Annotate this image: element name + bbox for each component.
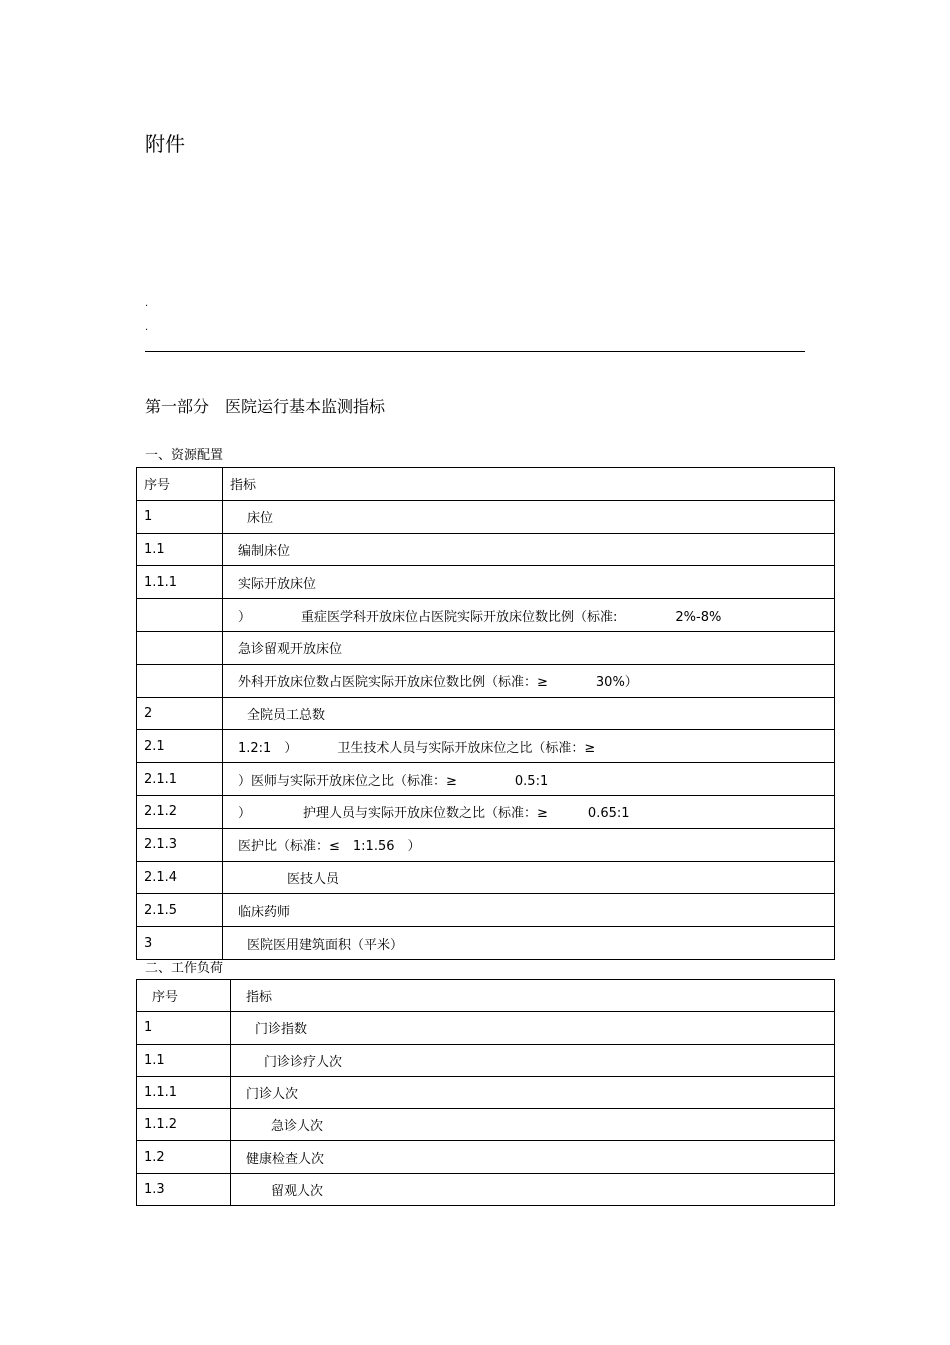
part-number: 第一部分 bbox=[145, 397, 210, 416]
table-row bbox=[137, 1044, 835, 1076]
row-no: 1.2 bbox=[137, 1141, 231, 1173]
row-text: 卫生技术人员与实际开放床位之比（标准：≥ bbox=[337, 740, 596, 756]
table-row bbox=[137, 1109, 835, 1141]
table-header-row bbox=[137, 468, 835, 501]
row-indicator: 医护比（标准：≤ 1:1.56 ） bbox=[223, 828, 835, 861]
horizontal-rule bbox=[145, 351, 805, 352]
table-header-row bbox=[137, 980, 835, 1012]
row-indicator: 医院医用建筑面积（平米） bbox=[223, 927, 835, 960]
row-no bbox=[137, 631, 223, 664]
table-row bbox=[137, 763, 835, 796]
row-no: 2.1.3 bbox=[137, 828, 223, 861]
row-indicator: 实际开放床位 bbox=[223, 566, 835, 599]
table-row bbox=[137, 533, 835, 566]
resource-indicator-table bbox=[136, 467, 835, 960]
row-indicator: 门诊诊疗人次 bbox=[231, 1044, 835, 1076]
part-name: 医院运行基本监测指标 bbox=[225, 397, 386, 416]
table-row bbox=[137, 795, 835, 828]
row-standard-value: 2%-8% bbox=[675, 609, 722, 625]
table-row bbox=[137, 500, 835, 533]
row-prefix: ） bbox=[238, 806, 252, 822]
section-title-resources: 一、资源配置 bbox=[145, 448, 224, 463]
row-indicator: 门诊指数 bbox=[231, 1012, 835, 1044]
row-no: 1 bbox=[137, 1012, 231, 1044]
row-text: 外科开放床位数占医院实际开放床位数比例（标准：≥ bbox=[238, 675, 548, 691]
header-no: 序号 bbox=[137, 980, 231, 1012]
row-indicator: 留观人次 bbox=[231, 1173, 835, 1205]
row-prefix: 1.2:1 ） bbox=[238, 740, 298, 756]
row-no bbox=[137, 664, 223, 697]
row-prefix: ） bbox=[238, 609, 252, 625]
table-row bbox=[137, 1173, 835, 1205]
row-indicator: 健康检查人次 bbox=[231, 1141, 835, 1173]
row-no: 1.1.2 bbox=[137, 1109, 231, 1141]
row-text: ）医师与实际开放床位之比（标准：≥ bbox=[238, 773, 457, 789]
part-title bbox=[145, 394, 401, 417]
row-no: 1.1.1 bbox=[137, 566, 223, 599]
row-indicator bbox=[223, 664, 835, 697]
row-no: 2.1 bbox=[137, 730, 223, 763]
row-indicator bbox=[223, 730, 835, 763]
row-no: 2 bbox=[137, 697, 223, 730]
table-row bbox=[137, 697, 835, 730]
row-no: 1.1 bbox=[137, 533, 223, 566]
attachment-title: 附件 bbox=[145, 132, 185, 156]
table-row bbox=[137, 566, 835, 599]
row-no: 2.1.5 bbox=[137, 894, 223, 927]
row-no: 2.1.1 bbox=[137, 763, 223, 796]
row-indicator bbox=[223, 763, 835, 796]
table-row bbox=[137, 1012, 835, 1044]
table-row bbox=[137, 599, 835, 632]
row-standard-value: 0.65:1 bbox=[587, 806, 630, 822]
row-no: 1.3 bbox=[137, 1173, 231, 1205]
workload-indicator-table bbox=[136, 979, 835, 1206]
table-row bbox=[137, 730, 835, 763]
row-text: 重症医学科开放床位占医院实际开放床位数比例（标准: bbox=[301, 609, 618, 625]
row-indicator: 门诊人次 bbox=[231, 1076, 835, 1108]
header-indicator: 指标 bbox=[223, 468, 835, 501]
row-text: 护理人员与实际开放床位数之比（标准：≥ bbox=[303, 806, 548, 822]
header-indicator: 指标 bbox=[231, 980, 835, 1012]
row-indicator: 编制床位 bbox=[223, 533, 835, 566]
row-indicator: 医技人员 bbox=[223, 861, 835, 894]
row-no: 2.1.2 bbox=[137, 795, 223, 828]
row-no bbox=[137, 599, 223, 632]
table-row bbox=[137, 1141, 835, 1173]
row-indicator bbox=[223, 599, 835, 632]
table-row bbox=[137, 1076, 835, 1108]
header-no: 序号 bbox=[137, 468, 223, 501]
table-row bbox=[137, 631, 835, 664]
marker-dot: . bbox=[145, 298, 149, 309]
row-indicator: 急诊人次 bbox=[231, 1109, 835, 1141]
row-no: 1 bbox=[137, 500, 223, 533]
row-standard-value: 0.5:1 bbox=[514, 773, 549, 789]
row-no: 1.1 bbox=[137, 1044, 231, 1076]
row-standard-value: 30%） bbox=[595, 675, 638, 691]
row-indicator: 急诊留观开放床位 bbox=[223, 631, 835, 664]
marker-dot: . bbox=[145, 322, 149, 333]
row-no: 1.1.1 bbox=[137, 1076, 231, 1108]
row-no: 3 bbox=[137, 927, 223, 960]
row-indicator: 全院员工总数 bbox=[223, 697, 835, 730]
table-row bbox=[137, 828, 835, 861]
section-title-workload: 二、工作负荷 bbox=[145, 961, 224, 976]
table-row bbox=[137, 927, 835, 960]
row-no: 2.1.4 bbox=[137, 861, 223, 894]
table-row bbox=[137, 664, 835, 697]
row-indicator: 临床药师 bbox=[223, 894, 835, 927]
table-row bbox=[137, 894, 835, 927]
table-row bbox=[137, 861, 835, 894]
row-indicator: 床位 bbox=[223, 500, 835, 533]
row-indicator bbox=[223, 795, 835, 828]
